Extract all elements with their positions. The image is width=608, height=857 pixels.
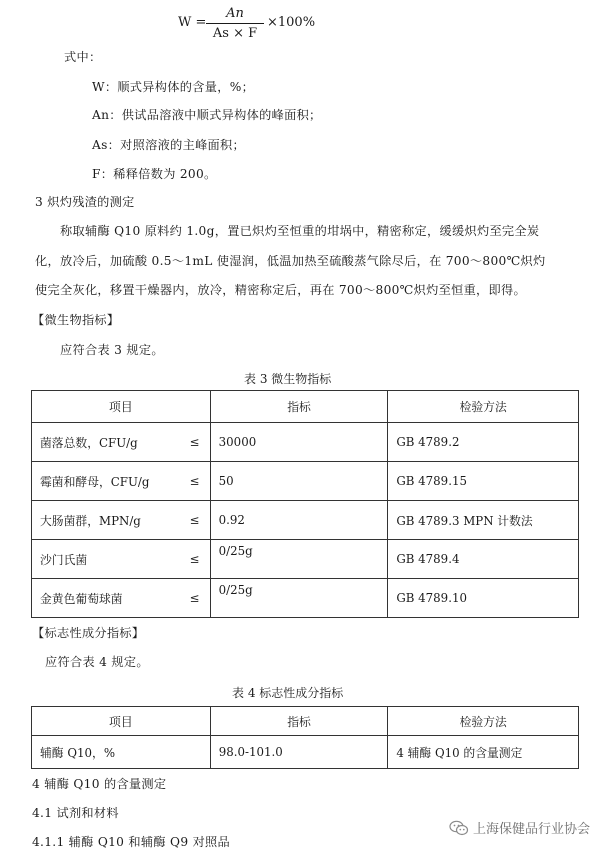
section-3-title: 3 炽灼残渣的测定 [35,195,135,209]
header-value: 指标 [210,707,388,736]
row-value: 30000 [210,423,388,462]
table-3-caption: 表 3 微生物指标 [244,372,332,386]
micro-statement: 应符合表 3 规定。 [60,343,164,357]
le-symbol: ≤ [189,513,200,527]
row-item: 辅酶 Q10，% [32,736,211,769]
marker-heading: 【标志性成分指标】 [32,626,145,640]
definition-f: F：稀释倍数为 200。 [92,167,217,181]
row-method: GB 4789.10 [388,579,579,618]
table-4-caption: 表 4 标志性成分指标 [232,686,344,700]
formula-lhs: W = [178,15,207,30]
table-row [32,462,579,501]
formula-numerator: An [226,6,244,21]
row-value: 98.0-101.0 [210,736,388,769]
table-row [32,423,579,462]
table-row [32,736,579,769]
row-value: 50 [210,462,388,501]
row-item: 大肠菌群，MPN/g [40,513,141,528]
row-value: 0/25g [210,579,388,618]
fraction-bar [206,23,264,24]
section-4-title: 4 辅酶 Q10 的含量测定 [32,777,167,791]
header-method: 检验方法 [388,391,579,423]
table-header-row [32,391,579,423]
row-method: GB 4789.15 [388,462,579,501]
le-symbol: ≤ [189,435,200,449]
row-item-cell [32,540,211,579]
watermark-text: 上海保健品行业协会 [472,822,590,837]
row-item: 沙门氏菌 [40,552,88,567]
header-method: 检验方法 [388,707,579,736]
formula-denominator: As × F [212,26,258,41]
row-method: GB 4789.3 MPN 计数法 [388,501,579,540]
row-item: 霉菌和酵母，CFU/g [40,474,150,489]
row-item: 菌落总数，CFU/g [40,435,138,450]
le-symbol: ≤ [189,591,200,605]
row-method: GB 4789.2 [388,423,579,462]
marker-table [31,706,579,769]
header-value: 指标 [210,391,388,423]
row-item-cell [32,501,211,540]
table-row [32,501,579,540]
section-4-1-1-title: 4.1.1 辅酶 Q10 和辅酶 Q9 对照品 [32,835,231,849]
row-method: 4 辅酶 Q10 的含量测定 [388,736,579,769]
row-item-cell [32,579,211,618]
definition-as: As：对照溶液的主峰面积； [92,138,246,152]
table-header-row [32,707,579,736]
where-label: 式中： [64,50,102,64]
le-symbol: ≤ [189,552,200,566]
row-item-cell [32,462,211,501]
formula-fraction [206,6,264,42]
section-3-line-2: 化，放冷后，加硫酸 0.5～1mL 使湿润，低温加热至硫酸蒸气除尽后，在 700～800℃炽灼 [35,254,546,268]
wechat-watermark [449,818,590,837]
formula-rhs: ×100% [267,15,316,30]
table-row [32,540,579,579]
row-value: 0.92 [210,501,388,540]
micro-heading: 【微生物指标】 [32,313,120,327]
section-3-line-1: 称取辅酶 Q10 原料约 1.0g，置已炽灼至恒重的坩埚中，精密称定，缓缓炽灼至完全炭 [60,224,540,238]
row-item: 金黄色葡萄球菌 [40,591,123,606]
row-item-cell [32,423,211,462]
microbial-table [31,390,579,618]
header-item: 项目 [32,391,211,423]
le-symbol: ≤ [189,474,200,488]
definition-an: An：供试品溶液中顺式异构体的峰面积； [92,108,322,122]
row-method: GB 4789.4 [388,540,579,579]
marker-statement: 应符合表 4 规定。 [45,655,149,669]
definition-w: W：顺式异构体的含量，%； [92,80,255,94]
header-item: 项目 [32,707,211,736]
wechat-icon [449,820,469,836]
table-row [32,579,579,618]
row-value: 0/25g [210,540,388,579]
section-4-1-title: 4.1 试剂和材料 [32,806,119,820]
section-3-line-3: 使完全灰化，移置干燥器内，放冷，精密称定后，再在 700～800℃炽灼至恒重，即得。 [35,283,527,297]
